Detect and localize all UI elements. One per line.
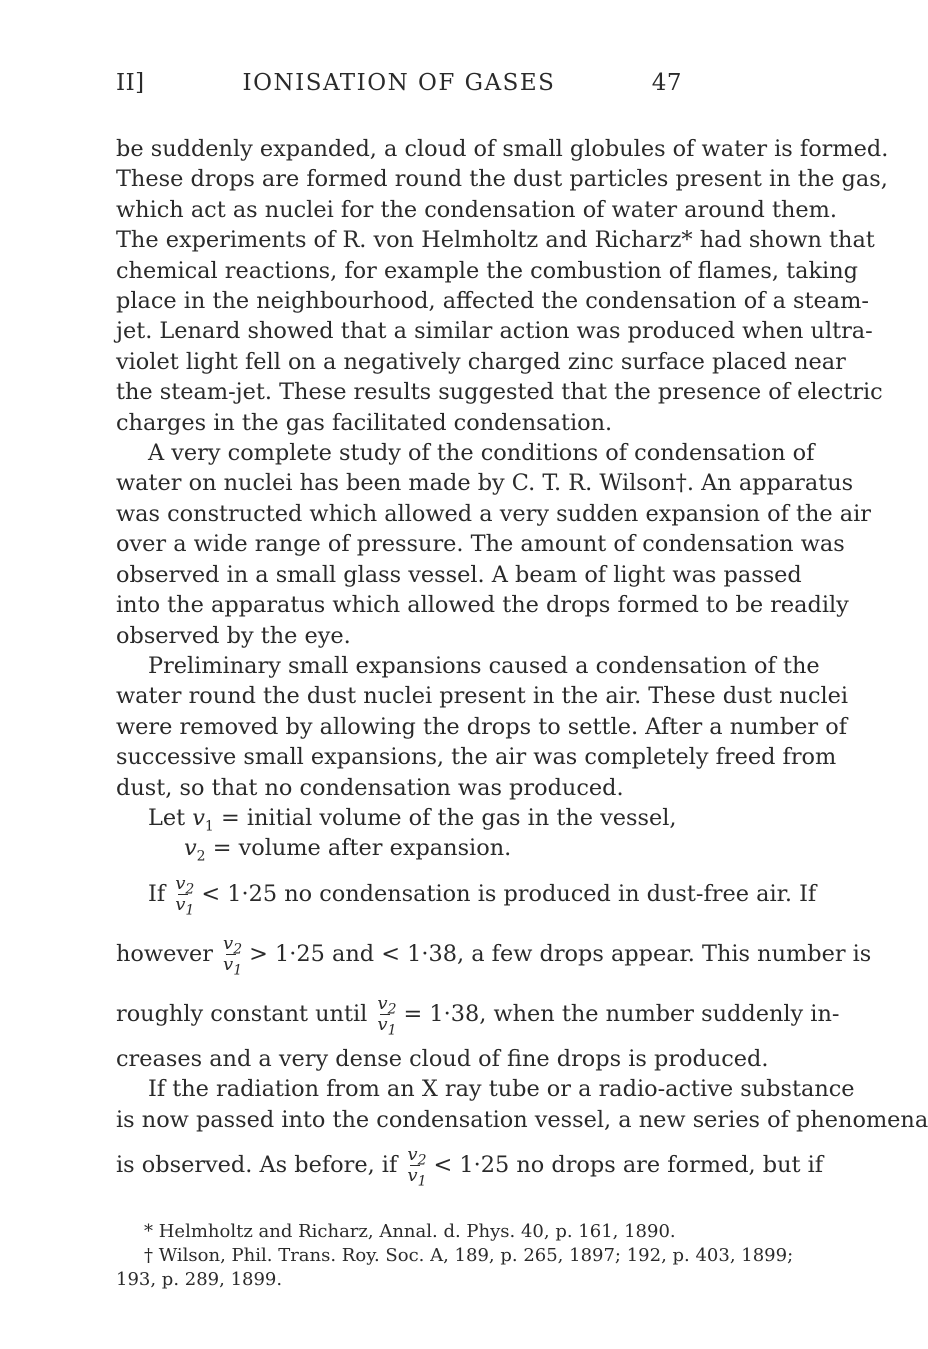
math-line-2: however $\frac{v_2}{v_1}$ > 1·25 and < 1·38, a few drops appear. This number is <box>116 933 872 979</box>
definitions <box>116 803 682 864</box>
text-line: into the apparatus which allowed the drops formed to be readily <box>116 592 849 619</box>
text-line: The experiments of R. von Helmholtz and Richarz* had shown that <box>116 227 875 254</box>
text-line: Preliminary small expansions caused a condensation of the <box>148 652 820 679</box>
text-line: These drops are formed round the dust particles present in the gas, <box>116 166 888 193</box>
running-header <box>116 70 682 104</box>
footnote-helmholtz: * Helmholtz and Richarz, Annal. d. Phys. 40, p. 161, 1890. <box>144 1221 676 1242</box>
page-number: 47 <box>651 70 682 96</box>
paragraph-3 <box>116 651 849 803</box>
ratio-paragraph <box>116 864 872 1074</box>
ratio-fraction: $\frac{v_2}{v_1}$ <box>407 1144 427 1191</box>
math-line-3: roughly constant until $\frac{v_2}{v_1}$ = 1·38, when the number suddenly in- <box>116 993 840 1039</box>
text-line: violet light fell on a negatively charged zinc surface placed near <box>116 348 846 375</box>
text-line: dust, so that no condensation was produced. <box>116 774 624 801</box>
text-line: water round the dust nuclei present in the air. These dust nuclei <box>116 683 849 710</box>
text-line: place in the neighbourhood, affected the condensation of a steam- <box>116 288 869 315</box>
text-line: which act as nuclei for the condensation of water around them. <box>116 196 838 223</box>
text-line: successive small expansions, the air was completely freed from <box>116 744 837 771</box>
ratio-fraction: $\frac{v_2}{v_1}$ <box>175 873 195 919</box>
text-line: is now passed into the condensation vessel, a new series of phenomena <box>116 1106 928 1133</box>
chapter-marker: II] <box>116 70 145 96</box>
definition-v2: $v_2$ = volume after expansion. <box>184 835 512 865</box>
text-line: chemical reactions, for example the combustion of flames, taking <box>116 257 858 284</box>
text-line: the steam-jet. These results suggested that the presence of electric <box>116 379 883 406</box>
text-line: water on nuclei has been made by C. T. R. Wilson†. An apparatus <box>116 470 854 497</box>
text-line: was constructed which allowed a very sudden expansion of the air <box>116 500 871 527</box>
text-line: were removed by allowing the drops to settle. After a number of <box>116 713 848 740</box>
paragraph-radiation <box>116 1074 928 1195</box>
text-line: over a wide range of pressure. The amount of condensation was <box>116 531 845 558</box>
body-text <box>116 134 928 1195</box>
paragraph-1 <box>116 134 889 438</box>
text-line: charges in the gas facilitated condensation. <box>116 409 613 436</box>
math-line-1: If $\frac{v_2}{v_1}$ < 1·25 no condensation is produced in dust-free air. If <box>148 873 817 919</box>
running-title: IONISATION OF GASES <box>242 70 556 96</box>
math-line-4: is observed. As before, if $\frac{v_2}{v_1}$ < 1·25 no drops are formed, but if <box>116 1144 824 1191</box>
footnote-wilson-continued: 193, p. 289, 1899. <box>116 1269 283 1290</box>
text-line: creases and a very dense cloud of fine drops is produced. <box>116 1045 769 1072</box>
paragraph-2 <box>116 438 871 651</box>
footnotes <box>116 1220 794 1292</box>
text-line: If the radiation from an X ray tube or a radio-active substance <box>148 1076 855 1103</box>
text-line: be suddenly expanded, a cloud of small globules of water is formed. <box>116 136 889 162</box>
text-line: observed by the eye. <box>116 622 351 649</box>
ratio-fraction: $\frac{v_2}{v_1}$ <box>377 993 397 1039</box>
definition-v1: Let $v_1$ = initial volume of the gas in the vessel, <box>148 804 677 835</box>
footnote-wilson: † Wilson, Phil. Trans. Roy. Soc. A, 189, p. 265, 1897; 192, p. 403, 1899; <box>144 1245 794 1266</box>
text-line: jet. Lenard showed that a similar action was produced when ultra- <box>116 318 873 345</box>
text-line: observed in a small glass vessel. A beam of light was passed <box>116 561 802 588</box>
text-line: A very complete study of the conditions of condensation of <box>148 440 815 467</box>
ratio-fraction: $\frac{v_2}{v_1}$ <box>223 933 243 979</box>
